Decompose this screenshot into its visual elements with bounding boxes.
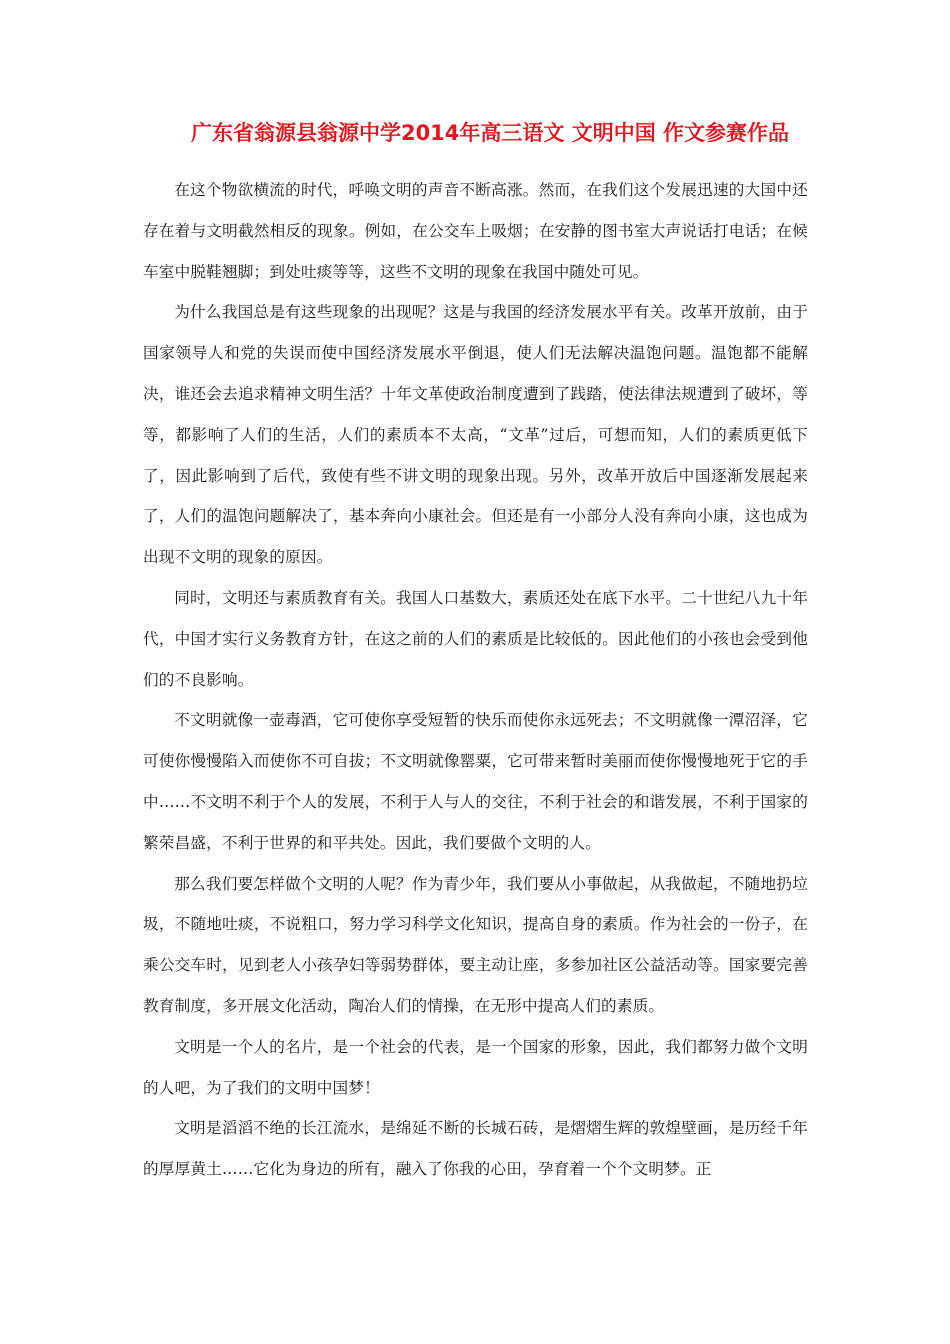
paragraph-1: 在这个物欲横流的时代，呼唤文明的声音不断高涨。然而，在我们这个发展迅速的大国中还存在着与文明截然相反的现象。例如，在公交车上吸烟；在安静的图书室大声说话打电话；在候车室中脱鞋翘脚；到处吐痰等等，这些不文明的现象在我国中随处可见。 xyxy=(143,181,808,281)
document-body xyxy=(143,170,808,1190)
paragraph-4: 不文明就像一壶毒酒，它可使你享受短暂的快乐而使你永远死去；不文明就像一潭沼泽，它可使你慢慢陷入而使你不可自拔；不文明就像罂粟，它可带来暂时美丽而使你慢慢地死于它的手中……不文明不利于个人的发展，不利于人与人的交往，不利于社会的和谐发展，不利于国家的繁荣昌盛，不利于世界的和平共处。因此，我们要做个文明的人。 xyxy=(143,711,808,852)
document-title: 广东省翁源县翁源中学2014年高三语文 文明中国 作文参赛作品 xyxy=(190,121,790,145)
paragraph-5: 那么我们要怎样做个文明的人呢？作为青少年，我们要从小事做起，从我做起，不随地扔垃圾，不随地吐痰，不说粗口，努力学习科学文化知识，提高自身的素质。作为社会的一份子，在乘公交车时，见到老人小孩孕妇等弱势群体，要主动让座，多参加社区公益活动等。国家要完善教育制度，多开展文化活动，陶冶人们的情操，在无形中提高人们的素质。 xyxy=(143,874,808,1015)
paragraph-2: 为什么我国总是有这些现象的出现呢？这是与我国的经济发展水平有关。改革开放前，由于国家领导人和党的失误而使中国经济发展水平倒退，使人们无法解决温饱问题。温饱都不能解决，谁还会去追求精神文明生活？十年文革使政治制度遭到了践踏，使法律法规遭到了破坏，等等，都影响了人们的生活，人们的素质本不太高，“文革”过后，可想而知，人们的素质更低下了，因此影响到了后代，致使有些不讲文明的现象出现。另外，改革开放后中国逐渐发展起来了，人们的温饱问题解决了，基本奔向小康社会。但还是有一小部分人没有奔向小康，这也成为出现不文明的现象的原因。 xyxy=(143,303,808,567)
paragraph-3: 同时，文明还与素质教育有关。我国人口基数大，素质还处在底下水平。二十世纪八九十年代，中国才实行义务教育方针，在这之前的人们的素质是比较低的。因此他们的小孩也会受到他们的不良影响。 xyxy=(143,588,808,689)
paragraph-6: 文明是一个人的名片，是一个社会的代表，是一个国家的形象，因此，我们都努力做个文明的人吧，为了我们的文明中国梦！ xyxy=(143,1037,808,1097)
paragraph-7: 文明是滔滔不绝的长江流水，是绵延不断的长城石砖，是熠熠生辉的敦煌壁画，是历经千年的厚厚黄土……它化为身边的所有，融入了你我的心田，孕育着一个个文明梦。正 xyxy=(143,1119,808,1179)
